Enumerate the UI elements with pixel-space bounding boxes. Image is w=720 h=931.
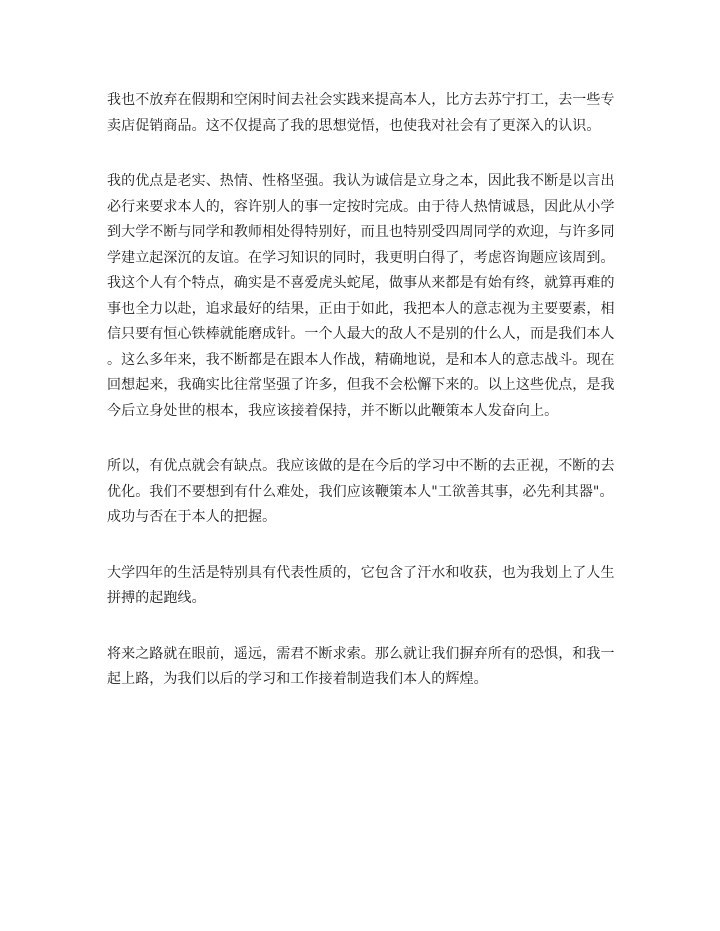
text-line: 大学四年的生活是特别具有代表性质的，它包含了汗水和收获，也为我划上了人生 — [107, 564, 615, 581]
paragraph-strengths — [107, 169, 622, 424]
text-line: 必行来要求本人的，容许别人的事一定按时完成。由于待人热情诚恳，因此从小学 — [107, 198, 615, 215]
text-line: 我的优点是老实、热情、性格坚强。我认为诚信是立身之本，因此我不断是以言出 — [107, 173, 615, 189]
paragraph-future — [107, 642, 622, 693]
document-page — [107, 88, 622, 723]
text-line: 我这个人有个特点，确实是不喜爱虎头蛇尾，做事从来都是有始有终，就算再难的 — [107, 275, 615, 291]
text-line: 所以，有优点就会有缺点。我应该做的是在今后的学习中不断的去正视，不断的去 — [107, 458, 615, 474]
text-line: 拼搏的起跑线。 — [107, 590, 206, 606]
text-line: 。这么多年来，我不断都是在跟本人作战，精确地说，是和本人的意志战斗。现在 — [107, 351, 615, 368]
paragraph-university-life — [107, 561, 622, 612]
paragraph-practice — [107, 88, 622, 139]
text-line: 回想起来，我确实比往常坚强了许多，但我不会松懈下来的。以上这些优点，是我 — [107, 377, 615, 393]
text-line: 起上路，为我们以后的学习和工作接着制造我们本人的辉煌。 — [107, 671, 488, 687]
text-line: 将来之路就在眼前，遥远，需君不断求索。那么就让我们摒弃所有的恐惧，和我一 — [107, 645, 615, 662]
text-line: 卖店促销商品。这不仅提高了我的思想觉悟，也使我对社会有了更深入的认识。 — [107, 117, 601, 134]
text-line: 我也不放弃在假期和空闲时间去社会实践来提高本人，比方去苏宁打工，去一些专 — [107, 92, 615, 108]
text-line: 到大学不断与同学和教师相处得特别好，而且也特别受四周同学的欢迎，与许多同 — [107, 224, 615, 240]
text-line: 成功与否在于本人的把握。 — [107, 509, 277, 525]
text-line: 信只要有恒心铁棒就能磨成针。一个人最大的敌人不是别的什么人，而是我们本人 — [107, 326, 615, 342]
text-line: 事也全力以赴，追求最好的结果，正由于如此，我把本人的意志视为主要要素，相 — [107, 300, 615, 317]
text-line: 优化。我们不要想到有什么难处，我们应该鞭策本人"工欲善其事，必先利其器"。 — [107, 483, 614, 500]
paragraph-weaknesses — [107, 454, 622, 531]
text-line: 学建立起深沉的友谊。在学习知识的同时，我更明白得了，考虑咨询题应该周到。 — [107, 249, 615, 266]
text-line: 今后立身处世的根本，我应该接着保持，并不断以此鞭策本人发奋向上。 — [107, 402, 559, 419]
